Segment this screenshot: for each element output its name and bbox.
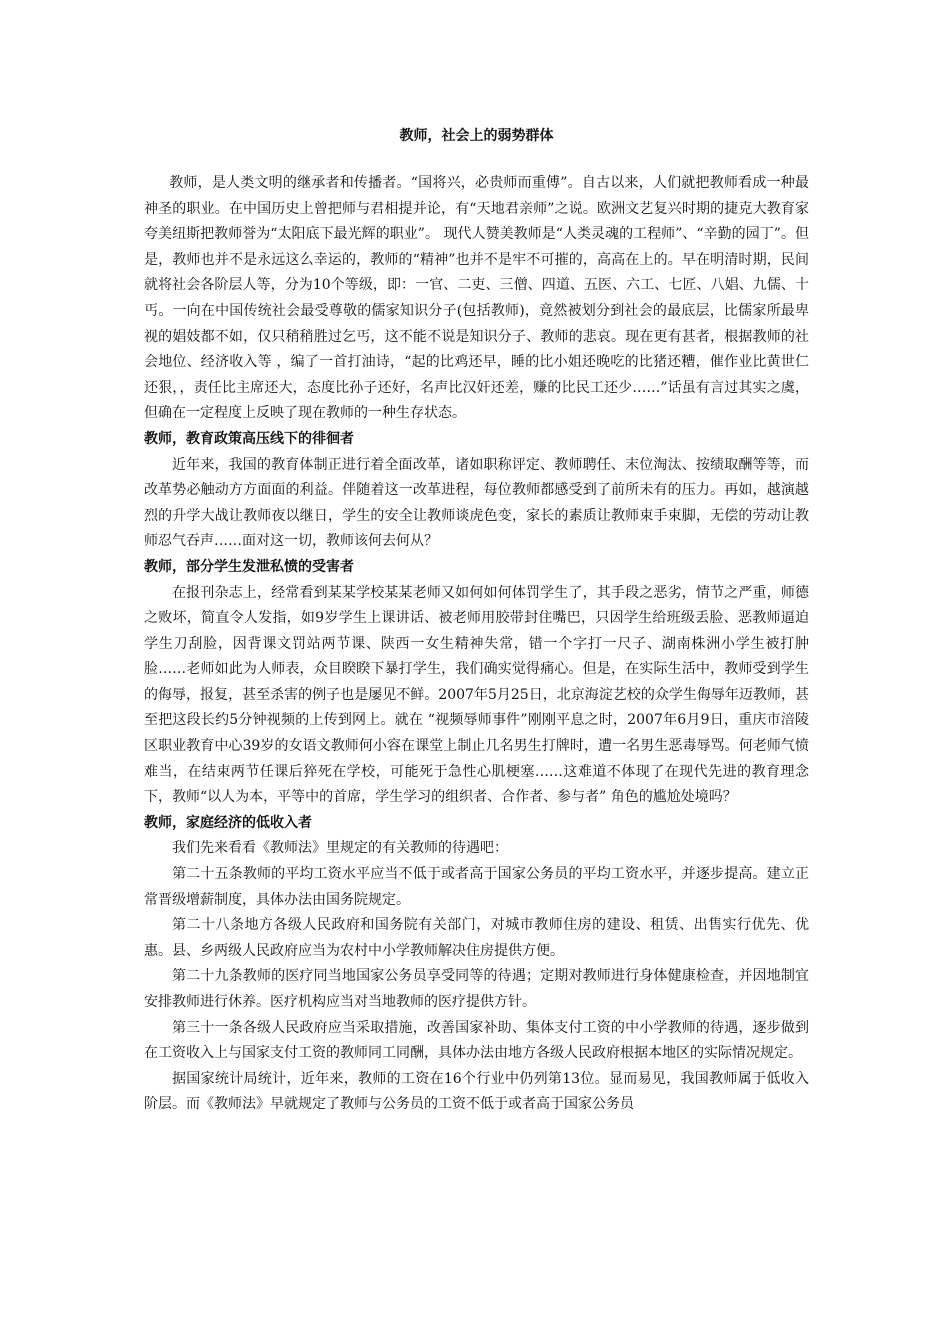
document-page (144, 124, 809, 1118)
paragraph-article-29: 第二十九条教师的医疗同当地国家公务员享受同等的待遇；定期对教师进行身体健康检查，并因地制宜安排教师进行休养。医疗机构应当对当地教师的医疗提供方针。 (144, 968, 809, 1010)
paragraph-article-28: 第二十八条地方各级人民政府和国务院有关部门，对城市教师住房的建设、租赁、出售实行优先、优惠。县、乡两级人民政府应当为农村中小学教师解决住房提供方便。 (144, 917, 809, 959)
paragraph-article-25: 第二十五条教师的平均工资水平应当不低于或者高于国家公务员的平均工资水平，并逐步提高。建立正常晋级增薪制度，具体办法由国务院规定。 (144, 866, 809, 908)
section-heading-income: 教师，家庭经济的低收入者 (144, 814, 312, 831)
section-heading-policy: 教师，教育政策高压线下的徘徊者 (144, 430, 354, 447)
section-heading-students: 教师，部分学生发泄私愤的受害者 (144, 558, 354, 575)
document-title: 教师，社会上的弱势群体 (399, 128, 554, 144)
paragraph-article-31: 第三十一条各级人民政府应当采取措施，改善国家补助、集体支付工资的中小学教师的待遇，逐步做到在工资收入上与国家支付工资的教师同工同酬，具体办法由地方各级人民政府根据本地区的实际情况规定。 (144, 1019, 809, 1062)
paragraph-reform: 近年来，我国的教育体制正进行着全面改革，诸如职称评定、教师聘任、末位淘汰、按绩取酬等等，而改革势必触动方方面面的利益。伴随着这一改革进程，每位教师都感受到了前所未有的压力。再如，越演越烈的升学大战让教师夜以继日，学生的安全让教师谈虎色变，家长的素质让教师束手束脚，无偿的劳动让教师忍气吞声……面对这一切，教师该何去何从？ (144, 456, 809, 550)
intro-paragraph: 教师，是人类文明的继承者和传播者。“国将兴，必贵师而重傅”。自古以来，人们就把教师看成一种最神圣的职业。在中国历史上曾把师与君相提并论，有“天地君亲师”之说。欧洲文艺复兴时期的捷克大教育家夸美纽斯把教师誉为“太阳底下最光辉的职业”。 现代人赞美教师是“人类灵魂的工程师”、“辛勤的园丁”。但是，教师也并不是永远这么幸运的，教师的“精神”也并不是牢不可摧的，高高在上的。早在明清时期，民间就将社会各阶层人等，分为10个等级，即：一官、二吏、三僧、四道、五医、六工、七匠、八娼、九儒、十丐。一向在中国传统社会最受尊敬的儒家知识分子(包括教师)，竟然被划分到社会的最底层，比儒家所最卑视的娼妓都不如，仅只稍稍胜过乞丐，这不能不说是知识分子、教师的悲哀。现在更有甚者，根据教师的社会地位、经济收入等 ，编了一首打油诗，“起的比鸡还早，睡的比小姐还晚吃的比猪还糟，催作业比黄世仁还狠，，责任比主席还大，态度比孙子还好，名声比汉奸还差，赚的比民工还少……”话虽有言过其实之虞，但确在一定程度上反映了现在教师的一种生存状态。 (144, 175, 809, 422)
paragraph-statistics: 据国家统计局统计，近年来，教师的工资在16个行业中仍列第13位。显而易见，我国教师属于低收入阶层。而《教师法》早就规定了教师与公务员的工资不低于或者高于国家公务员 (144, 1070, 809, 1113)
paragraph-abuse: 在报刊杂志上，经常看到某某学校某某老师又如何如何体罚学生了，其手段之恶劣，情节之严重，师德之败坏，简直令人发指，如9岁学生上课讲话、被老师用胶带封住嘴巴，只因学生给班级丢脸、恶教师逼迫学生刀刮脸，因背课文罚站两节课、陕西一女生精神失常，错一个字打一尺子、湖南株洲小学生被打肿脸……老师如此为人师表，众目睽睽下暴打学生，我们确实觉得痛心。但是，在实际生活中，教师受到学生的侮辱，报复，甚至杀害的例子也是屡见不鲜。2007年5月25日，北京海淀艺校的众学生侮辱年迈教师，甚至把这段长约5分钟视频的上传到网上。就在 “视频辱师事件”刚刚平息之时，2007年6月9日，重庆市涪陵区职业教育中心39岁的女语文教师何小容在课堂上制止几名男生打牌时，遭一名男生恶毒辱骂。何老师气愤难当，在结束两节任课后猝死在学校，可能死于急性心肌梗塞……这难道不体现了在现代先进的教育理念下，教师“以人为本，平等中的首席，学生学习的组织者、合作者、参与者” 角色的尴尬处境吗？ (144, 584, 809, 806)
paragraph-teacher-law-intro: 我们先来看看《教师法》里规定的有关教师的待遇吧： (172, 840, 508, 857)
